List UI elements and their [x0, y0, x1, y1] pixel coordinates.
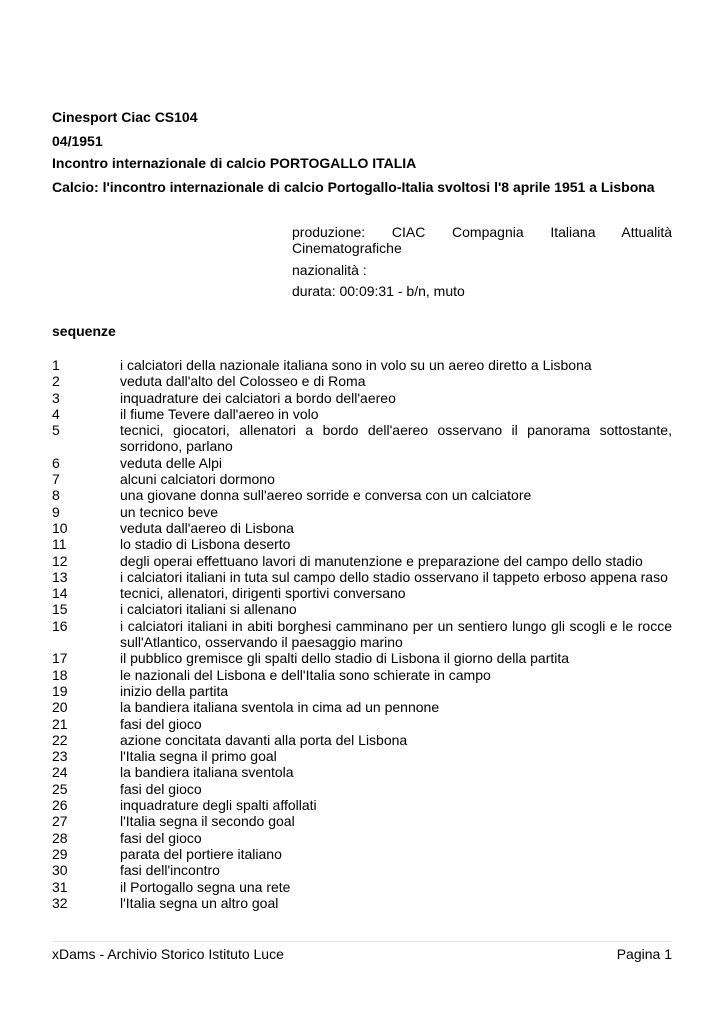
sequence-text: i calciatori italiani in tuta sul campo dello stadio osservano il tappeto erboso appena raso: [120, 568, 668, 585]
sequence-row: [52, 487, 672, 503]
footer-page-number: Pagina 1: [616, 946, 672, 962]
sequence-number: 22: [52, 731, 68, 748]
sequence-row: [52, 520, 672, 536]
sequence-number: 13: [52, 568, 68, 585]
sequence-number: 21: [52, 715, 68, 732]
sequences-list: [52, 357, 672, 911]
sequence-number: 15: [52, 601, 68, 618]
sequence-text: alcuni calciatori dormono: [120, 471, 275, 488]
sequence-row: [52, 813, 672, 829]
sequence-row: [52, 569, 672, 585]
document-description: Calcio: l'incontro internazionale di calcio Portogallo-Italia svoltosi l'8 aprile 1951 a Lisbona: [52, 179, 655, 195]
sequence-row: [52, 879, 672, 895]
sequence-row: [52, 406, 672, 422]
sequence-row: [52, 585, 672, 601]
sequences-heading: sequenze: [52, 323, 116, 339]
sequence-number: 1: [52, 357, 60, 373]
sequence-row: [52, 699, 672, 715]
sequence-number: 14: [52, 585, 68, 602]
production-info: produzione: CIAC Compagnia Italiana Attualità Cinematografiche: [292, 224, 672, 256]
sequence-text: fasi del gioco: [120, 715, 202, 732]
sequence-text: veduta delle Alpi: [120, 454, 222, 471]
sequence-row: [52, 781, 672, 797]
sequence-row: [52, 667, 672, 683]
sequence-number: 27: [52, 813, 68, 830]
sequence-text: la bandiera italiana sventola in cima ad un pennone: [120, 699, 440, 716]
sequence-row: [52, 390, 672, 406]
sequence-row: [52, 422, 672, 455]
sequence-text: lo stadio di Lisbona deserto: [120, 536, 291, 553]
sequence-row: [52, 601, 672, 617]
sequence-row: [52, 862, 672, 878]
sequence-text: degli operai effettuano lavori di manutenzione e preparazione del campo dello stadio: [120, 552, 643, 569]
sequence-text: azione concitata davanti alla porta del Lisbona: [120, 731, 408, 748]
sequence-text: il Portogallo segna una rete: [120, 878, 291, 895]
nationality-info: nazionalità :: [292, 262, 367, 278]
sequence-text: l'Italia segna un altro goal: [120, 894, 279, 911]
sequence-text: inquadrature dei calciatori a bordo dell'aereo: [120, 389, 396, 406]
sequence-number: 8: [52, 487, 60, 504]
sequence-text: la bandiera italiana sventola: [120, 764, 294, 781]
sequence-text: inquadrature degli spalti affollati: [120, 797, 317, 814]
sequence-row: [52, 846, 672, 862]
sequence-number: 12: [52, 552, 68, 569]
sequence-number: 2: [52, 373, 60, 390]
sequence-row: [52, 732, 672, 748]
sequence-text: l'Italia segna il secondo goal: [120, 813, 295, 830]
sequence-number: 24: [52, 764, 68, 781]
sequence-row: [52, 504, 672, 520]
sequence-number: 31: [52, 878, 68, 895]
sequence-number: 9: [52, 503, 60, 520]
sequence-text: l'Italia segna il primo goal: [120, 748, 277, 765]
sequence-number: 20: [52, 699, 68, 716]
sequence-text: fasi del gioco: [120, 829, 202, 846]
sequence-text: fasi dell'incontro: [120, 862, 220, 879]
sequence-row: [52, 618, 672, 651]
sequence-row: [52, 683, 672, 699]
document-date: 04/1951: [52, 133, 103, 149]
sequence-row: [52, 471, 672, 487]
sequence-number: 5: [52, 422, 60, 439]
sequence-text: fasi del gioco: [120, 780, 202, 797]
page-footer: [52, 946, 672, 962]
sequence-text: i calciatori della nazionale italiana sono in volo su un aereo diretto a Lisbona: [120, 357, 592, 373]
sequence-number: 30: [52, 862, 68, 879]
sequence-text: una giovane donna sull'aereo sorride e conversa con un calciatore: [120, 487, 532, 504]
sequence-text: i calciatori italiani si allenano: [120, 601, 297, 618]
sequence-number: 26: [52, 797, 68, 814]
sequence-text: veduta dall'aereo di Lisbona: [120, 519, 294, 536]
sequence-number: 23: [52, 748, 68, 765]
sequence-number: 6: [52, 454, 60, 471]
sequence-row: [52, 748, 672, 764]
sequence-text: il fiume Tevere dall'aereo in volo: [120, 405, 319, 422]
sequence-number: 10: [52, 519, 68, 536]
sequence-text: tecnici, allenatori, dirigenti sportivi conversano: [120, 585, 406, 602]
document-subtitle: Incontro internazionale di calcio PORTOGALLO ITALIA: [52, 155, 417, 171]
sequence-number: 16: [52, 617, 68, 634]
footer-divider: [52, 941, 672, 942]
duration-info: durata: 00:09:31 - b/n, muto: [292, 283, 465, 299]
sequence-number: 17: [52, 650, 68, 667]
sequence-text: il pubblico gremisce gli spalti dello stadio di Lisbona il giorno della partita: [120, 650, 570, 667]
sequence-row: [52, 797, 672, 813]
sequence-text: un tecnico beve: [120, 503, 219, 520]
sequence-number: 25: [52, 780, 68, 797]
sequence-row: [52, 357, 672, 373]
sequence-row: [52, 536, 672, 552]
sequence-text: inizio della partita: [120, 682, 229, 699]
sequence-text: tecnici, giocatori, allenatori a bordo dell'aereo osservano il panorama sottostante, sorridono, parlano: [120, 422, 672, 455]
sequence-row: [52, 553, 672, 569]
sequence-number: 11: [52, 536, 67, 553]
sequence-row: [52, 830, 672, 846]
sequence-row: [52, 455, 672, 471]
sequence-text: i calciatori italiani in abiti borghesi camminano per un sentiero lungo gli scogli e le rocce sull'Atlantico, osservando il paesaggio marino: [120, 617, 672, 651]
sequence-number: 7: [52, 471, 60, 488]
sequence-number: 28: [52, 829, 68, 846]
footer-archive-label: xDams - Archivio Storico Istituto Luce: [52, 946, 284, 962]
sequence-text: le nazionali del Lisbona e dell'Italia sono schierate in campo: [120, 666, 491, 683]
sequence-text: parata del portiere italiano: [120, 845, 282, 862]
sequence-row: [52, 650, 672, 666]
sequence-text: veduta dall'alto del Colosseo e di Roma: [120, 373, 366, 390]
document-page: [52, 0, 672, 1024]
sequence-number: 18: [52, 666, 68, 683]
sequence-number: 3: [52, 389, 60, 406]
sequence-number: 19: [52, 682, 68, 699]
sequence-number: 4: [52, 405, 60, 422]
sequence-row: [52, 716, 672, 732]
sequence-number: 29: [52, 845, 68, 862]
sequence-row: [52, 764, 672, 780]
sequence-row: [52, 895, 672, 911]
document-title: Cinesport Ciac CS104: [52, 109, 198, 125]
sequence-row: [52, 373, 672, 389]
sequence-number: 32: [52, 894, 68, 911]
